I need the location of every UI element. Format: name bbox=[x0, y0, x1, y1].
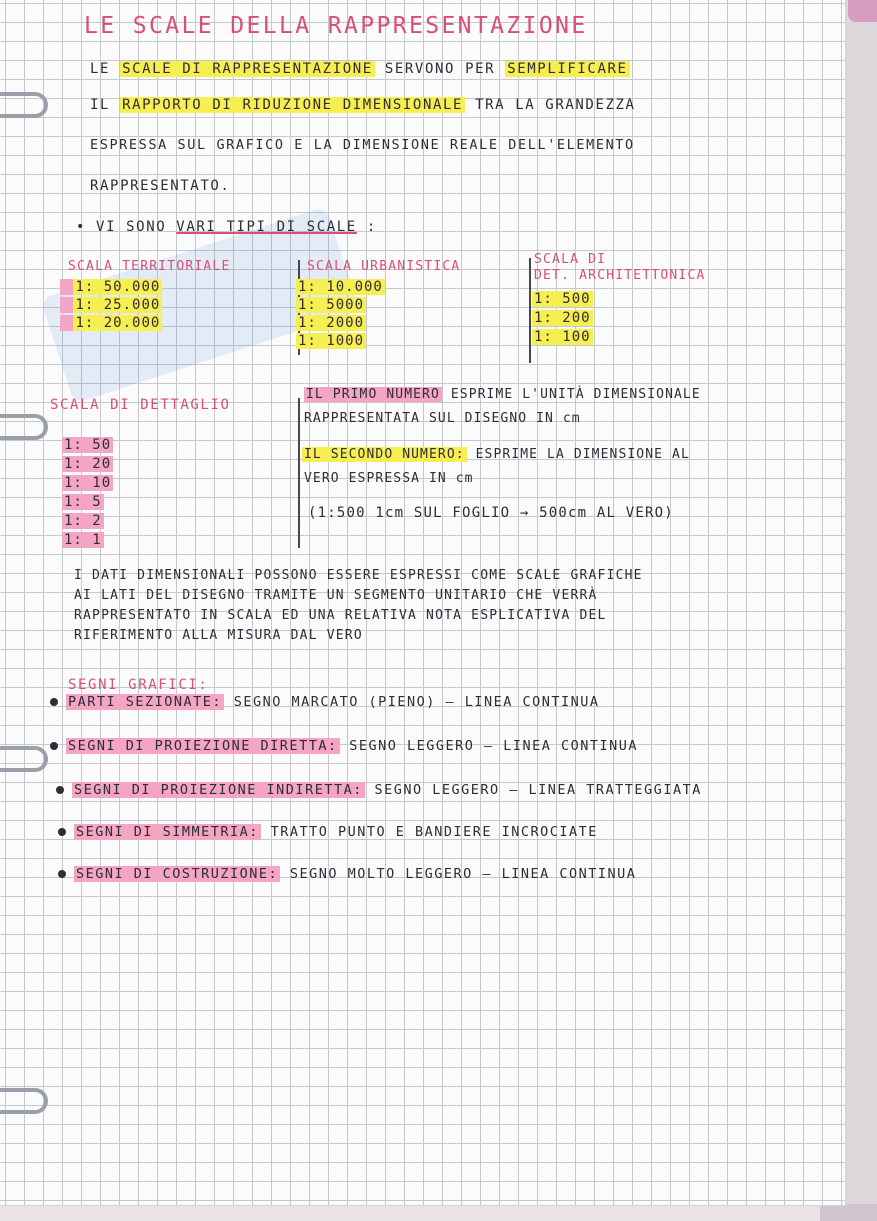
scale-value: 1: 500 bbox=[534, 291, 591, 307]
signs-title: SEGNI GRAFICI: bbox=[68, 677, 209, 693]
intro-text: TRA LA GRANDEZZA bbox=[475, 97, 636, 113]
scale-values-territoriale bbox=[60, 278, 162, 332]
binder-ring bbox=[0, 746, 48, 772]
scale-value: 1: 10.000 bbox=[298, 279, 383, 295]
scale-value: 1: 20.000 bbox=[75, 315, 161, 331]
scale-prefix-mark bbox=[60, 297, 73, 313]
sign-item bbox=[58, 822, 598, 842]
column-divider bbox=[529, 258, 531, 363]
scale-value: 1: 20 bbox=[64, 456, 112, 472]
sign-label: SEGNI DI COSTRUZIONE: bbox=[76, 866, 279, 882]
scale-value: 1: 200 bbox=[534, 310, 591, 326]
divider-tab bbox=[848, 0, 877, 22]
intro-line-1 bbox=[90, 60, 630, 78]
scale-values-dettaglio bbox=[62, 436, 113, 550]
scale-title-architettonica bbox=[534, 252, 706, 284]
scale-value: 1: 10 bbox=[64, 475, 112, 491]
intro-line-2 bbox=[90, 96, 636, 114]
sign-label: SEGNI DI PROIEZIONE INDIRETTA: bbox=[74, 782, 363, 798]
column-divider bbox=[298, 398, 300, 548]
scale-title-dettaglio: SCALA DI DETTAGLIO bbox=[50, 397, 231, 413]
bullet-icon bbox=[50, 698, 58, 706]
sign-desc: TRATTO PUNTO E BANDIERE INCROCIATE bbox=[270, 824, 598, 840]
scale-title-line: SCALA DI bbox=[534, 252, 607, 267]
sign-item bbox=[50, 736, 638, 756]
second-number-line-2: VERO ESPRESSA IN cm bbox=[304, 471, 474, 486]
intro-line-4: RAPPRESENTATO. bbox=[90, 178, 231, 194]
highlight-yellow: SEMPLIFICARE bbox=[507, 61, 628, 77]
scale-values-urbanistica bbox=[296, 278, 385, 350]
bullet-icon bbox=[58, 828, 66, 836]
binder-ring bbox=[0, 414, 48, 440]
scale-value: 1: 25.000 bbox=[75, 297, 161, 313]
scale-prefix-mark bbox=[60, 315, 73, 331]
sign-item bbox=[56, 780, 702, 800]
scale-value: 1: 50.000 bbox=[75, 279, 161, 295]
intro-line-3: ESPRESSA SUL GRAFICO E LA DIMENSIONE REALE DELL'ELEMENTO bbox=[90, 137, 635, 153]
sign-desc: SEGNO LEGGERO – LINEA TRATTEGGIATA bbox=[374, 782, 702, 798]
scale-title-territoriale: SCALA TERRITORIALE bbox=[68, 259, 231, 274]
scale-value: 1: 5 bbox=[64, 494, 102, 510]
scale-value: 1: 2000 bbox=[298, 315, 365, 331]
paragraph-line: AI LATI DEL DISEGNO TRAMITE UN SEGMENTO UNITARIO CHE VERRÀ bbox=[74, 588, 598, 603]
second-number-text: ESPRIME LA DIMENSIONE AL bbox=[475, 447, 690, 462]
scale-values-architettonica bbox=[532, 290, 593, 347]
notebook-underlayer-bottom bbox=[820, 1204, 877, 1221]
graphic-scales-paragraph bbox=[74, 566, 643, 646]
scale-types-heading bbox=[76, 218, 377, 236]
notebook-underlayer bbox=[845, 0, 877, 1221]
sign-label: SEGNI DI PROIEZIONE DIRETTA: bbox=[68, 738, 338, 754]
paragraph-line: I DATI DIMENSIONALI POSSONO ESSERE ESPRESSI COME SCALE GRAFICHE bbox=[74, 568, 643, 583]
highlight-yellow: SCALE DI RAPPRESENTAZIONE bbox=[122, 61, 373, 77]
bullet-icon bbox=[56, 786, 64, 794]
types-underlined: VARI TIPI DI SCALE bbox=[176, 219, 357, 235]
paragraph-line: RIFERIMENTO ALLA MISURA DAL VERO bbox=[74, 628, 363, 643]
scale-prefix-mark bbox=[60, 279, 73, 295]
intro-text: LE bbox=[90, 61, 111, 77]
types-prefix: • VI SONO bbox=[76, 219, 167, 235]
scale-value: 1: 5000 bbox=[298, 297, 365, 313]
page-title: LE SCALE DELLA RAPPRESENTAZIONE bbox=[84, 13, 588, 39]
bullet-icon bbox=[50, 742, 58, 750]
binder-ring bbox=[0, 92, 48, 118]
scale-value: 1: 1000 bbox=[298, 333, 365, 349]
scale-value: 1: 2 bbox=[64, 513, 102, 529]
types-suffix: : bbox=[366, 219, 377, 235]
intro-text: SERVONO PER bbox=[384, 61, 496, 77]
scale-example: (1:500 1cm SUL FOGLIO → 500cm AL VERO) bbox=[308, 505, 674, 521]
sign-item bbox=[58, 864, 636, 884]
first-number-line-2: RAPPRESENTATA SUL DISEGNO IN cm bbox=[304, 411, 581, 426]
sign-label: PARTI SEZIONATE: bbox=[68, 694, 223, 710]
first-number-text: ESPRIME L'UNITÀ DIMENSIONALE bbox=[450, 387, 701, 402]
sign-desc: SEGNO MOLTO LEGGERO – LINEA CONTINUA bbox=[289, 866, 637, 882]
bullet-icon bbox=[58, 870, 66, 878]
sign-label: SEGNI DI SIMMETRIA: bbox=[76, 824, 259, 840]
sign-desc: SEGNO LEGGERO – LINEA CONTINUA bbox=[349, 738, 639, 754]
sign-item bbox=[50, 692, 600, 712]
sign-desc: SEGNO MARCATO (PIENO) – LINEA CONTINUA bbox=[233, 694, 600, 710]
scale-title-urbanistica: SCALA URBANISTICA bbox=[307, 259, 461, 274]
scale-value: 1: 100 bbox=[534, 329, 591, 345]
highlight-pink: IL PRIMO NUMERO bbox=[306, 387, 440, 402]
first-number-line-1 bbox=[304, 386, 701, 404]
scale-value: 1: 50 bbox=[64, 437, 112, 453]
second-number-line-1 bbox=[302, 446, 690, 464]
binder-ring bbox=[0, 1088, 48, 1114]
scale-value: 1: 1 bbox=[64, 532, 102, 548]
highlight-yellow: IL SECONDO NUMERO: bbox=[304, 447, 465, 462]
scale-title-line: DET. ARCHITETTONICA bbox=[534, 268, 706, 283]
highlight-yellow: RAPPORTO DI RIDUZIONE DIMENSIONALE bbox=[122, 97, 464, 113]
paragraph-line: RAPPRESENTATO IN SCALA ED UNA RELATIVA NOTA ESPLICATIVA DEL bbox=[74, 608, 607, 623]
intro-text: IL bbox=[90, 97, 111, 113]
